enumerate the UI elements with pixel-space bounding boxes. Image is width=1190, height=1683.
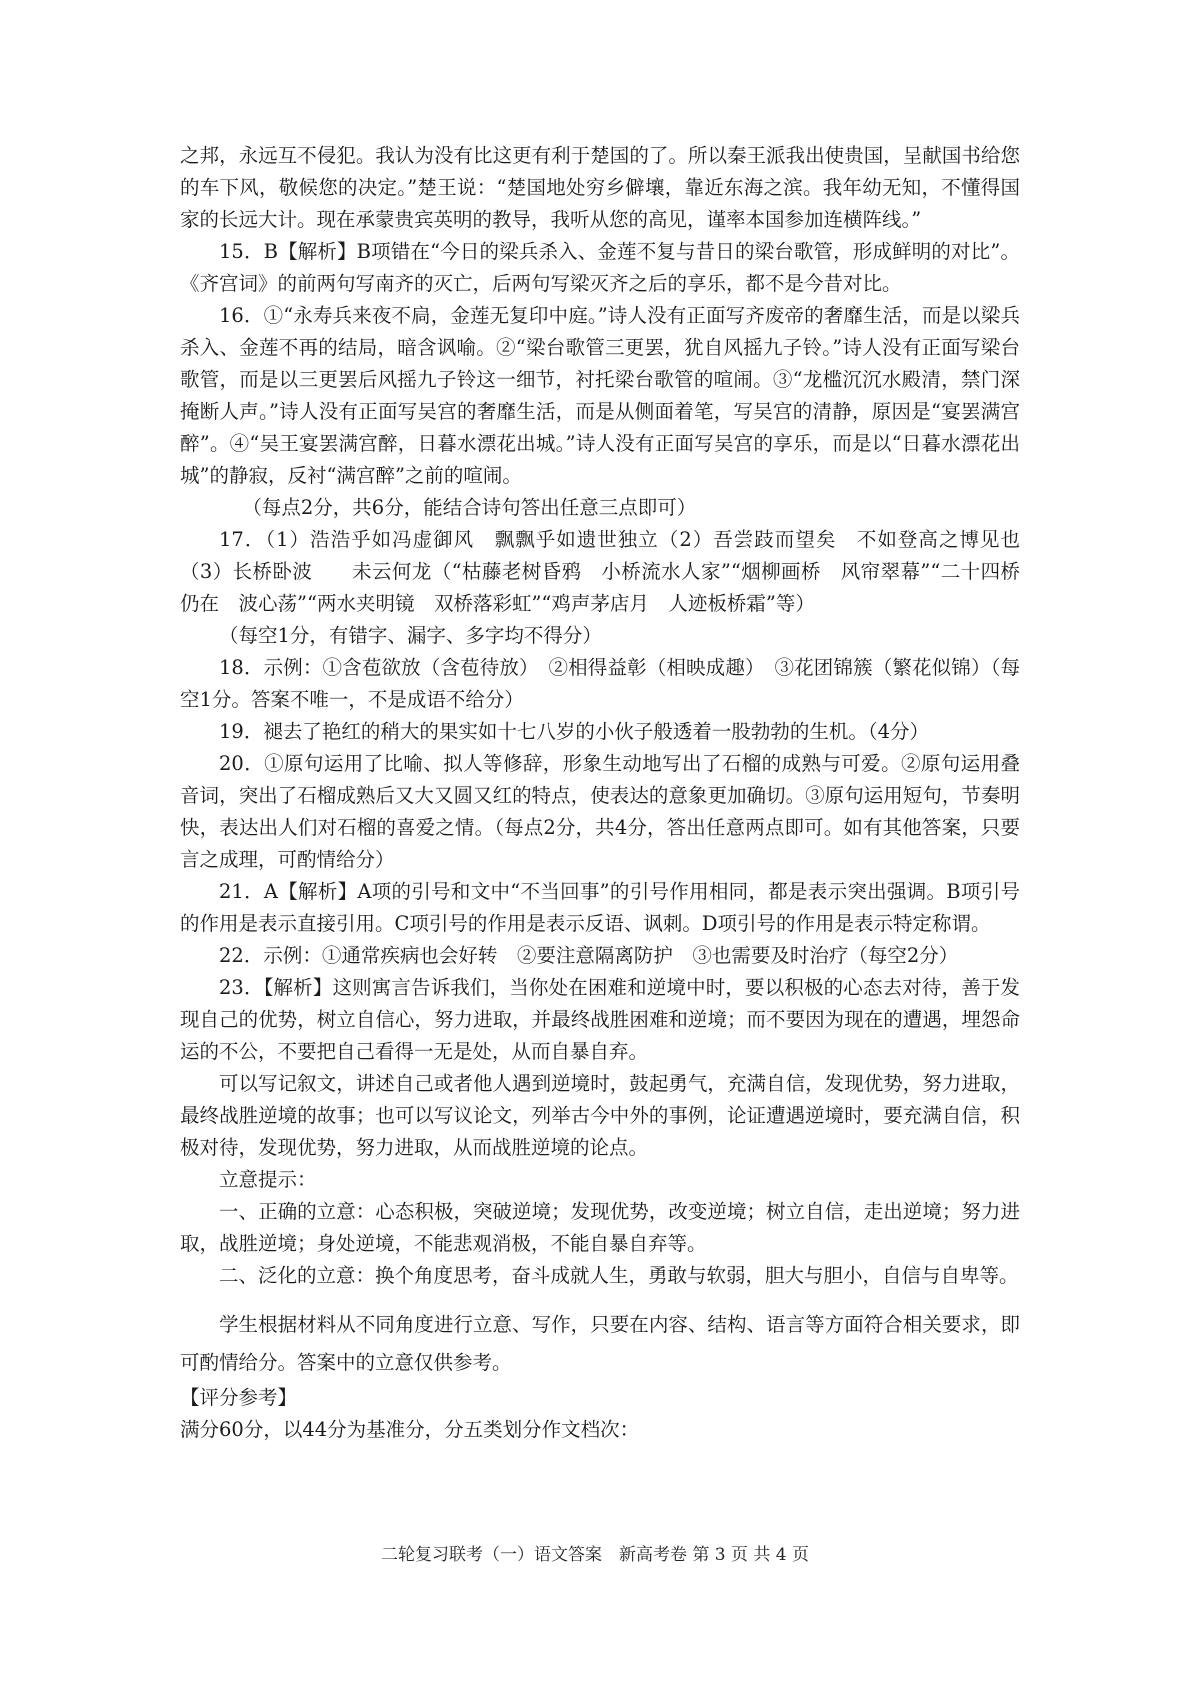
answer-16: 16．①“永寿兵来夜不扃，金莲无复印中庭。”诗人没有正面写齐废帝的奢靡生活，而是以梁兵杀入、金莲不再的结局，暗含讽喻。②“梁台歌管三更罢，犹自风摇九子铃。”诗人没有正面写梁台歌管，而是以三更罢后风摇九子铃这一细节，衬托梁台歌管的喧闹。③“龙槛沉沉水殿清，禁门深掩断人声。”诗人没有正面写吴宫的奢靡生活，而是从侧面着笔，写吴宫的清静，原因是“宴罢满宫醉”。④“吴王宴罢满宫醉，日暮水漂花出城。”诗人没有正面写吴宫的享乐，而是以“日暮水漂花出城”的静寂，反衬“满宫醉”之前的喧闹。 (180, 304, 1020, 487)
scoring-reference-intro: 满分60分，以44分为基准分，分五类划分作文档次： (180, 1418, 640, 1441)
document-body (180, 140, 1020, 1446)
answer-23: 23．【解析】这则寓言告诉我们，当你处在困难和逆境中时，要以积极的心态去对待，善于发现自己的优势，树立自信心，努力进取，并最终战胜困难和逆境；而不要因为现在的遭遇，埋怨命运的不公，不要把自己看得一无是处，从而自暴自弃。 (180, 976, 1020, 1063)
answer-19: 19．褪去了艳红的稍大的果实如十七八岁的小伙子般透着一股勃勃的生机。（4分） (219, 720, 929, 743)
answer-17: 17．（1）浩浩乎如冯虚御风 飘飘乎如遗世独立（2）吾尝跂而望矣 不如登高之博见也（3）长桥卧波 未云何龙（“枯藤老树昏鸦 小桥流水人家”“烟柳画桥 风帘翠幕”“二十四桥仍在 波心荡”“两水夹明镜 双桥落彩虹”“鸡声茅店月 人迹板桥霜”等） (180, 528, 1020, 615)
answer-20: 20．①原句运用了比喻、拟人等修辞，形象生动地写出了石榴的成熟与可爱。②原句运用叠音词，突出了石榴成熟后又大又圆又红的特点，使表达的意象更加确切。③原句运用短句，节奏明快，表达出人们对石榴的喜爱之情。（每点2分，共4分，答出任意两点即可。如有其他答案，只要言之成理，可酌情给分） (180, 752, 1020, 871)
theme-hint-correct: 一、正确的立意：心态积极，突破逆境；发现优势，改变逆境；树立自信，走出逆境；努力进取，战胜逆境；身处逆境，不能悲观消极，不能自暴自弃等。 (180, 1200, 1020, 1255)
answer-15: 15．B【解析】B项错在“今日的梁兵杀入、金莲不复与昔日的梁台歌管，形成鲜明的对比”。《齐宫词》的前两句写南齐的灭亡，后两句写梁灭齐之后的享乐，都不是今昔对比。 (180, 240, 1020, 295)
paragraph-14-translation-end: 之邦，永远互不侵犯。我认为没有比这更有利于楚国的了。所以秦王派我出使贵国，呈献国书给您的车下风，敬候您的决定。”楚王说：“楚国地处穷乡僻壤，靠近东海之滨。我年幼无知，不懂得国家的长远大计。现在承蒙贵宾英明的教导，我听从您的高见，谨率本国参加连横阵线。” (180, 144, 1020, 231)
page-footer: 二轮复习联考（一）语文答案 新高考卷 第 3 页 共 4 页 (380, 1545, 810, 1565)
essay-guidance: 可以写记叙文，讲述自己或者他人遇到逆境时，鼓起勇气，充满自信，发现优势，努力进取，最终战胜逆境的故事；也可以写议论文，列举古今中外的事例，论证遭遇逆境时，要充满自信，积极对待，发现优势，努力进取，从而战胜逆境的论点。 (180, 1072, 1020, 1159)
grading-note: 学生根据材料从不同角度进行立意、写作，只要在内容、结构、语言等方面符合相关要求，即可酌情给分。答案中的立意仅供参考。 (180, 1313, 1020, 1374)
answer-17-scoring: （每空1分，有错字、漏字、多字均不得分） (219, 624, 602, 647)
scoring-reference-heading: 【评分参考】 (180, 1386, 298, 1409)
answer-16-scoring: （每点2分，共6分，能结合诗句答出任意三点即可） (242, 496, 697, 519)
theme-hint-broad: 二、泛化的立意：换个角度思考，奋斗成就人生，勇敢与软弱，胆大与胆小，自信与自卑等。 (219, 1264, 1019, 1287)
answer-21: 21．A【解析】A项的引号和文中“不当回事”的引号作用相同，都是表示突出强调。B项引号的作用是表示直接引用。C项引号的作用是表示反语、讽刺。D项引号的作用是表示特定称谓。 (180, 880, 1020, 935)
answer-22: 22．示例：①通常疾病也会好转 ②要注意隔离防护 ③也需要及时治疗（每空2分） (219, 944, 959, 967)
theme-hint-heading: 立意提示： (219, 1168, 317, 1191)
answer-18: 18．示例：①含苞欲放（含苞待放） ②相得益彰（相映成趣） ③花团锦簇（繁花似锦）（每空1分。答案不唯一，不是成语不给分） (180, 656, 1020, 711)
